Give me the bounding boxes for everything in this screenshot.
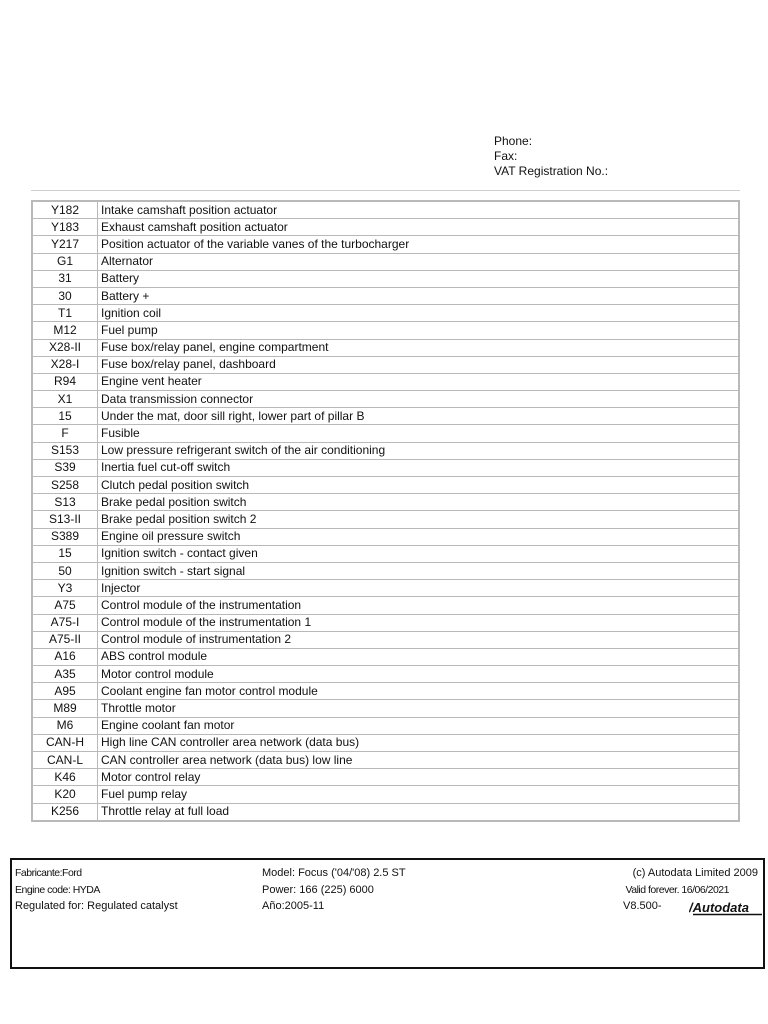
legend-row [32, 545, 739, 562]
legend-row [32, 322, 739, 339]
legend-row [32, 253, 739, 270]
legend-row [32, 562, 739, 579]
component-description: Engine vent heater [98, 373, 740, 390]
legend-row [32, 683, 739, 700]
legend-row [32, 614, 739, 631]
component-code: S13-II [32, 511, 98, 528]
component-code: S258 [32, 477, 98, 494]
logo-text: /Autodata [689, 900, 749, 915]
legend-row [32, 373, 739, 390]
legend-row [32, 219, 739, 236]
component-description: Throttle relay at full load [98, 803, 740, 821]
component-description: CAN controller area network (data bus) low line [98, 752, 740, 769]
legend-row [32, 734, 739, 751]
component-description: Ignition switch - contact given [98, 545, 740, 562]
model-text: Model: Focus ('04/'08) 2.5 ST [262, 867, 406, 879]
fax-label: Fax: [494, 149, 518, 163]
component-description: Battery [98, 270, 740, 287]
legend-row [32, 580, 739, 597]
component-description: Fuel pump relay [98, 786, 740, 803]
legend-row [32, 270, 739, 287]
legend-row [32, 201, 739, 219]
component-description: Control module of the instrumentation [98, 597, 740, 614]
component-code: M12 [32, 322, 98, 339]
year-text: Año:2005-11 [262, 900, 325, 912]
component-description: Clutch pedal position switch [98, 477, 740, 494]
contact-block [494, 134, 608, 179]
component-code: Y217 [32, 236, 98, 253]
legend-row [32, 356, 739, 373]
component-code: M89 [32, 700, 98, 717]
component-code: X28-I [32, 356, 98, 373]
component-description: Brake pedal position switch 2 [98, 511, 740, 528]
legend-row [32, 305, 739, 322]
legend-row [32, 752, 739, 769]
component-description: Under the mat, door sill right, lower part of pillar B [98, 408, 740, 425]
component-code: 15 [32, 545, 98, 562]
legend-row [32, 631, 739, 648]
legend-row [32, 459, 739, 476]
component-code: K20 [32, 786, 98, 803]
component-description: Brake pedal position switch [98, 494, 740, 511]
component-description: Fuel pump [98, 322, 740, 339]
legend-row [32, 494, 739, 511]
component-description: Control module of the instrumentation 1 [98, 614, 740, 631]
component-code: M6 [32, 717, 98, 734]
component-code: A75-I [32, 614, 98, 631]
legend-row [32, 648, 739, 665]
component-code: K46 [32, 769, 98, 786]
legend-row [32, 769, 739, 786]
component-code: CAN-H [32, 734, 98, 751]
engine-code-text: Engine code: HYDA [15, 884, 100, 896]
legend-row [32, 528, 739, 545]
component-description: Fusible [98, 425, 740, 442]
component-code: Y3 [32, 580, 98, 597]
component-description: Ignition switch - start signal [98, 562, 740, 579]
component-description: Alternator [98, 253, 740, 270]
manufacturer-text: Fabricante:Ford [15, 867, 82, 879]
vat-label: VAT Registration No.: [494, 164, 609, 178]
component-legend-table [31, 200, 740, 822]
legend-row [32, 477, 739, 494]
component-description: Intake camshaft position actuator [98, 201, 740, 219]
component-description: Exhaust camshaft position actuator [98, 219, 740, 236]
legend-row [32, 803, 739, 821]
component-description: Fuse box/relay panel, engine compartment [98, 339, 740, 356]
component-description: Data transmission connector [98, 391, 740, 408]
component-code: X28-II [32, 339, 98, 356]
regulated-text: Regulated for: Regulated catalyst [15, 900, 178, 912]
component-code: A35 [32, 666, 98, 683]
component-code: A16 [32, 648, 98, 665]
copyright-text: (c) Autodata Limited 2009 [632, 867, 758, 879]
phone-label: Phone: [494, 134, 533, 148]
component-description: Control module of instrumentation 2 [98, 631, 740, 648]
component-description: Engine oil pressure switch [98, 528, 740, 545]
component-code: 31 [32, 270, 98, 287]
legend-row [32, 425, 739, 442]
component-code: 30 [32, 287, 98, 304]
legend-row [32, 339, 739, 356]
component-description: Low pressure refrigerant switch of the air conditioning [98, 442, 740, 459]
component-code: S39 [32, 459, 98, 476]
legend-row [32, 597, 739, 614]
component-code: 50 [32, 562, 98, 579]
component-code: A95 [32, 683, 98, 700]
component-code: S153 [32, 442, 98, 459]
component-code: A75 [32, 597, 98, 614]
component-description: ABS control module [98, 648, 740, 665]
component-description: Coolant engine fan motor control module [98, 683, 740, 700]
component-code: Y183 [32, 219, 98, 236]
vehicle-info-footer [10, 858, 765, 969]
version-text: V8.500- [623, 900, 662, 912]
component-code: T1 [32, 305, 98, 322]
component-description: Position actuator of the variable vanes of the turbocharger [98, 236, 740, 253]
component-description: Engine coolant fan motor [98, 717, 740, 734]
component-code: Y182 [32, 201, 98, 219]
component-description: High line CAN controller area network (data bus) [98, 734, 740, 751]
component-code: G1 [32, 253, 98, 270]
component-code: 15 [32, 408, 98, 425]
legend-row [32, 287, 739, 304]
component-description: Throttle motor [98, 700, 740, 717]
legend-row [32, 236, 739, 253]
component-code: K256 [32, 803, 98, 821]
legend-row [32, 786, 739, 803]
valid-text: Valid forever. 16/06/2021 [625, 884, 729, 896]
component-code: R94 [32, 373, 98, 390]
component-description: Ignition coil [98, 305, 740, 322]
legend-row [32, 391, 739, 408]
legend-row [32, 442, 739, 459]
legend-row [32, 511, 739, 528]
component-code: S13 [32, 494, 98, 511]
legend-body [32, 201, 739, 821]
component-description: Motor control relay [98, 769, 740, 786]
legend-row [32, 717, 739, 734]
header-divider [31, 190, 740, 191]
legend-row [32, 408, 739, 425]
legend-row [32, 700, 739, 717]
component-code: F [32, 425, 98, 442]
component-code: S389 [32, 528, 98, 545]
legend-row [32, 666, 739, 683]
component-description: Motor control module [98, 666, 740, 683]
component-description: Fuse box/relay panel, dashboard [98, 356, 740, 373]
component-code: X1 [32, 391, 98, 408]
component-code: CAN-L [32, 752, 98, 769]
component-code: A75-II [32, 631, 98, 648]
component-description: Injector [98, 580, 740, 597]
component-description: Battery + [98, 287, 740, 304]
autodata-logo [689, 900, 762, 916]
power-text: Power: 166 (225) 6000 [262, 884, 374, 896]
component-description: Inertia fuel cut-off switch [98, 459, 740, 476]
